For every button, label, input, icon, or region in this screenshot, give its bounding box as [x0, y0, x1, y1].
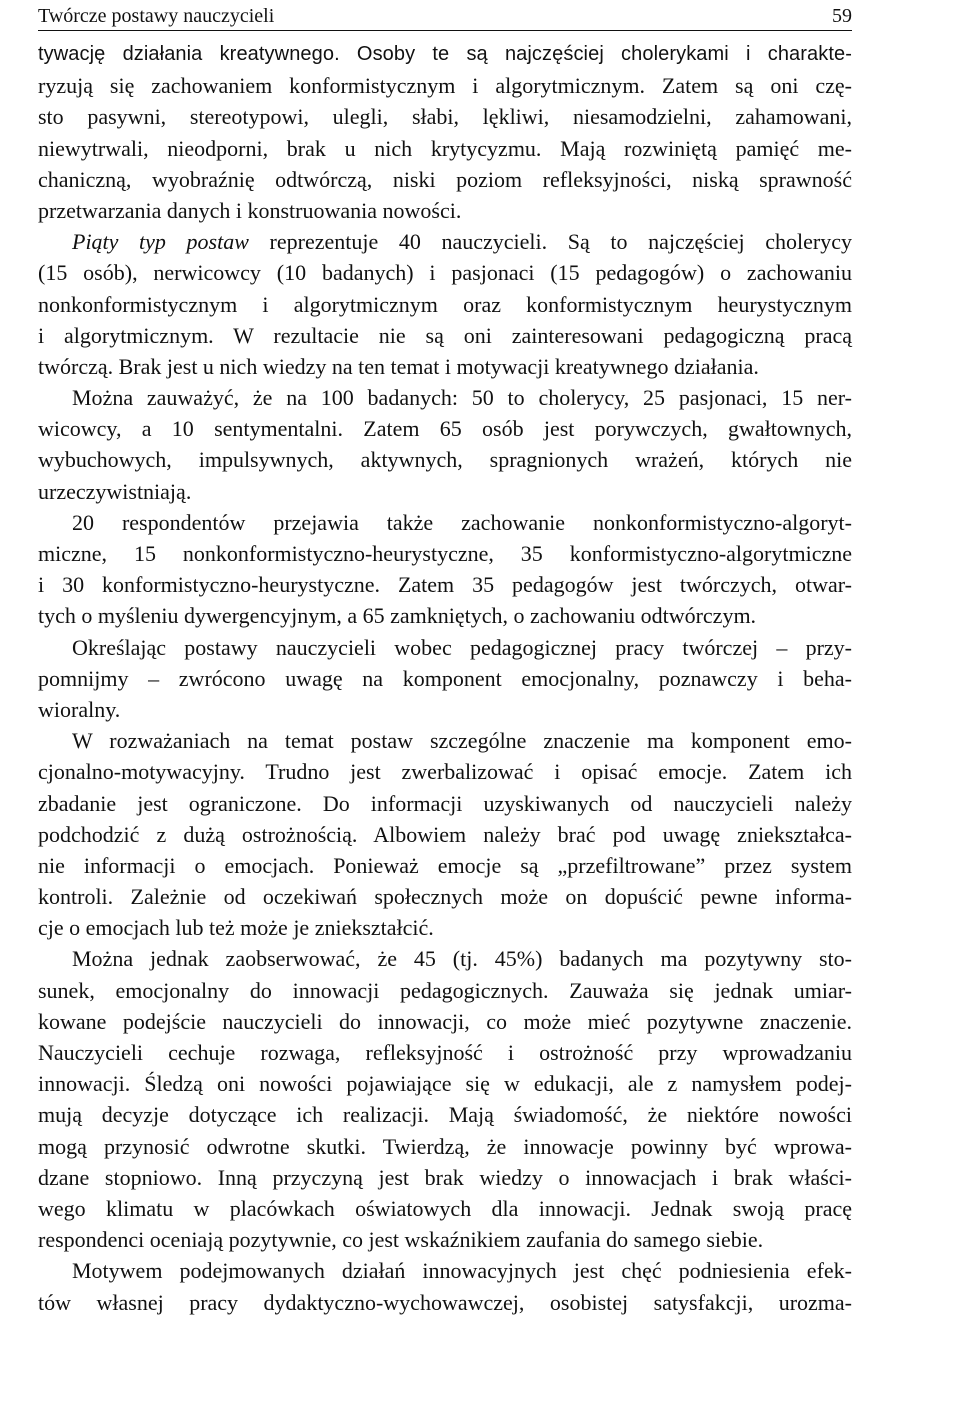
text-line: Można zauważyć, że na 100 badanych: 50 to cholerycy, 25 pasjonaci, 15 ner- — [72, 385, 852, 411]
paragraph — [38, 226, 852, 382]
page-number: 59 — [832, 5, 852, 27]
text-line: i algorytmicznym. W rezultacie nie są oni zainteresowani pedagogiczną pracą — [38, 322, 852, 348]
text-line: wioralny. — [38, 696, 121, 722]
text-line: wybuchowych, impulsywnych, aktywnych, spragnionych wrażeń, których nie — [38, 447, 852, 473]
text-line: kowane podejście nauczycieli do innowacji, co może mieć pozytywne znaczenie. — [38, 1008, 852, 1034]
paragraph — [38, 1255, 852, 1317]
text-line: tywację działania kreatywnego. Osoby te są najczęściej cholerykami i charakte- — [38, 43, 852, 65]
text-line: mują decyzje dotyczące ich realizacji. Mają świadomość, że niektóre nowości — [38, 1102, 852, 1128]
text-line: W rozważaniach na temat postaw szczególne znaczenie ma komponent emo- — [72, 728, 852, 754]
paragraph — [38, 382, 852, 507]
paragraph — [38, 632, 852, 726]
text-line: miczne, 15 nonkonformistyczno-heurystyczne, 35 konformistyczno-algorytmiczne — [38, 541, 852, 566]
text-line: respondenci oceniają pozytywnie, co jest wskaźnikiem zaufania do samego siebie. — [38, 1227, 764, 1253]
paragraph — [38, 943, 852, 1255]
text-line: Można jednak zaobserwować, że 45 (tj. 45%) badanych ma pozytywny sto- — [72, 946, 852, 972]
body-text — [38, 39, 852, 1318]
paragraph — [38, 39, 852, 226]
text-fragment: reprezentuje 40 nauczycieli. Są to najczęściej cholerycy — [248, 229, 852, 255]
text-line: urzeczywistniają. — [38, 478, 192, 504]
text-line: zbadanie jest ograniczone. Do informacji uzyskiwanych od nauczycieli należy — [38, 790, 852, 816]
text-line: cje o emocjach lub też może je zniekształcić. — [38, 915, 434, 941]
text-line: mogą przynosić odwrotne skutki. Twierdzą, że innowacje powinny być wprowa- — [38, 1133, 852, 1159]
text-line: nonkonformistycznym i algorytmicznym oraz konformistycznym heurystycznym — [38, 291, 852, 317]
text-line: kontroli. Zależnie od oczekiwań społecznych może on dopuścić pewne informa- — [38, 884, 852, 910]
paragraph — [38, 725, 852, 943]
text-line: pomnijmy – zwrócono uwagę na komponent emocjonalny, poznawczy i beha- — [38, 665, 852, 691]
text-line: (15 osób), nerwicowcy (10 badanych) i pasjonaci (15 pedagogów) o zachowaniu — [38, 260, 852, 286]
text-line: przetwarzania danych i konstruowania nowości. — [38, 197, 462, 223]
text-line: wego klimatu w placówkach oświatowych dla innowacji. Jednak swoją pracę — [38, 1195, 852, 1221]
text-line: Określając postawy nauczycieli wobec pedagogicznej pracy twórczej – przy- — [72, 634, 852, 660]
text-line: sunek, emocjonalny do innowacji pedagogicznych. Zauważa się jednak umiar- — [38, 977, 852, 1003]
text-line: ryzują się zachowaniem konformistycznym i algorytmicznym. Zatem są oni czę- — [38, 73, 852, 99]
text-line: 20 respondentów przejawia także zachowanie nonkonformistyczno-algoryt- — [72, 509, 852, 535]
running-title: Twórcze postawy nauczycieli — [38, 5, 275, 27]
text-line: niewytrwali, nieodporni, brak u nich krytycyzmu. Mają rozwiniętą pamięć me- — [38, 135, 852, 161]
text-line: dzane stopniowo. Inną przyczyną jest brak wiedzy o innowacjach i brak właści- — [38, 1164, 852, 1190]
text-line — [38, 226, 852, 257]
text-line: tów własnej pracy dydaktyczno-wychowawczej, osobistej satysfakcji, urozma- — [38, 1289, 852, 1315]
text-line: tych o myśleniu dywergencyjnym, a 65 zamkniętych, o zachowaniu odtwórczym. — [38, 603, 757, 629]
text-line: sto pasywni, stereotypowi, ulegli, słabi, lękliwi, niesamodzielni, zahamowani, — [38, 104, 852, 130]
paragraph — [38, 507, 852, 632]
text-line: cjonalno-motywacyjny. Trudno jest zwerbalizować i opisać emocje. Zatem ich — [38, 759, 852, 785]
text-line: chaniczną, wyobraźnię odtwórczą, niski poziom refleksyjności, niską sprawność — [38, 166, 852, 192]
running-header — [38, 2, 852, 31]
text-line: podchodzić z dużą ostrożnością. Albowiem należy brać pod uwagę zniekształca- — [38, 821, 852, 847]
text-line: Motywem podejmowanych działań innowacyjnych jest chęć podniesienia efek- — [72, 1258, 852, 1284]
text-line: Nauczycieli cechuje rozwaga, refleksyjność i ostrożność przy wprowadzaniu — [38, 1040, 852, 1065]
text-line: innowacji. Śledzą oni nowości pojawiające się w edukacji, ale z namysłem podej- — [38, 1071, 852, 1097]
text-line: i 30 konformistyczno-heurystyczne. Zatem 35 pedagogów jest twórczych, otwar- — [38, 572, 852, 598]
text-line: twórczą. Brak jest u nich wiedzy na ten temat i motywacji kreatywnego działania. — [38, 353, 759, 379]
text-line: wicowcy, a 10 sentymentalni. Zatem 65 osób jest porywczych, gwałtownych, — [38, 416, 852, 442]
italic-term: Piąty typ postaw — [72, 229, 249, 255]
text-line: nie informacji o emocjach. Ponieważ emocje są „przefiltrowane” przez system — [38, 852, 852, 878]
